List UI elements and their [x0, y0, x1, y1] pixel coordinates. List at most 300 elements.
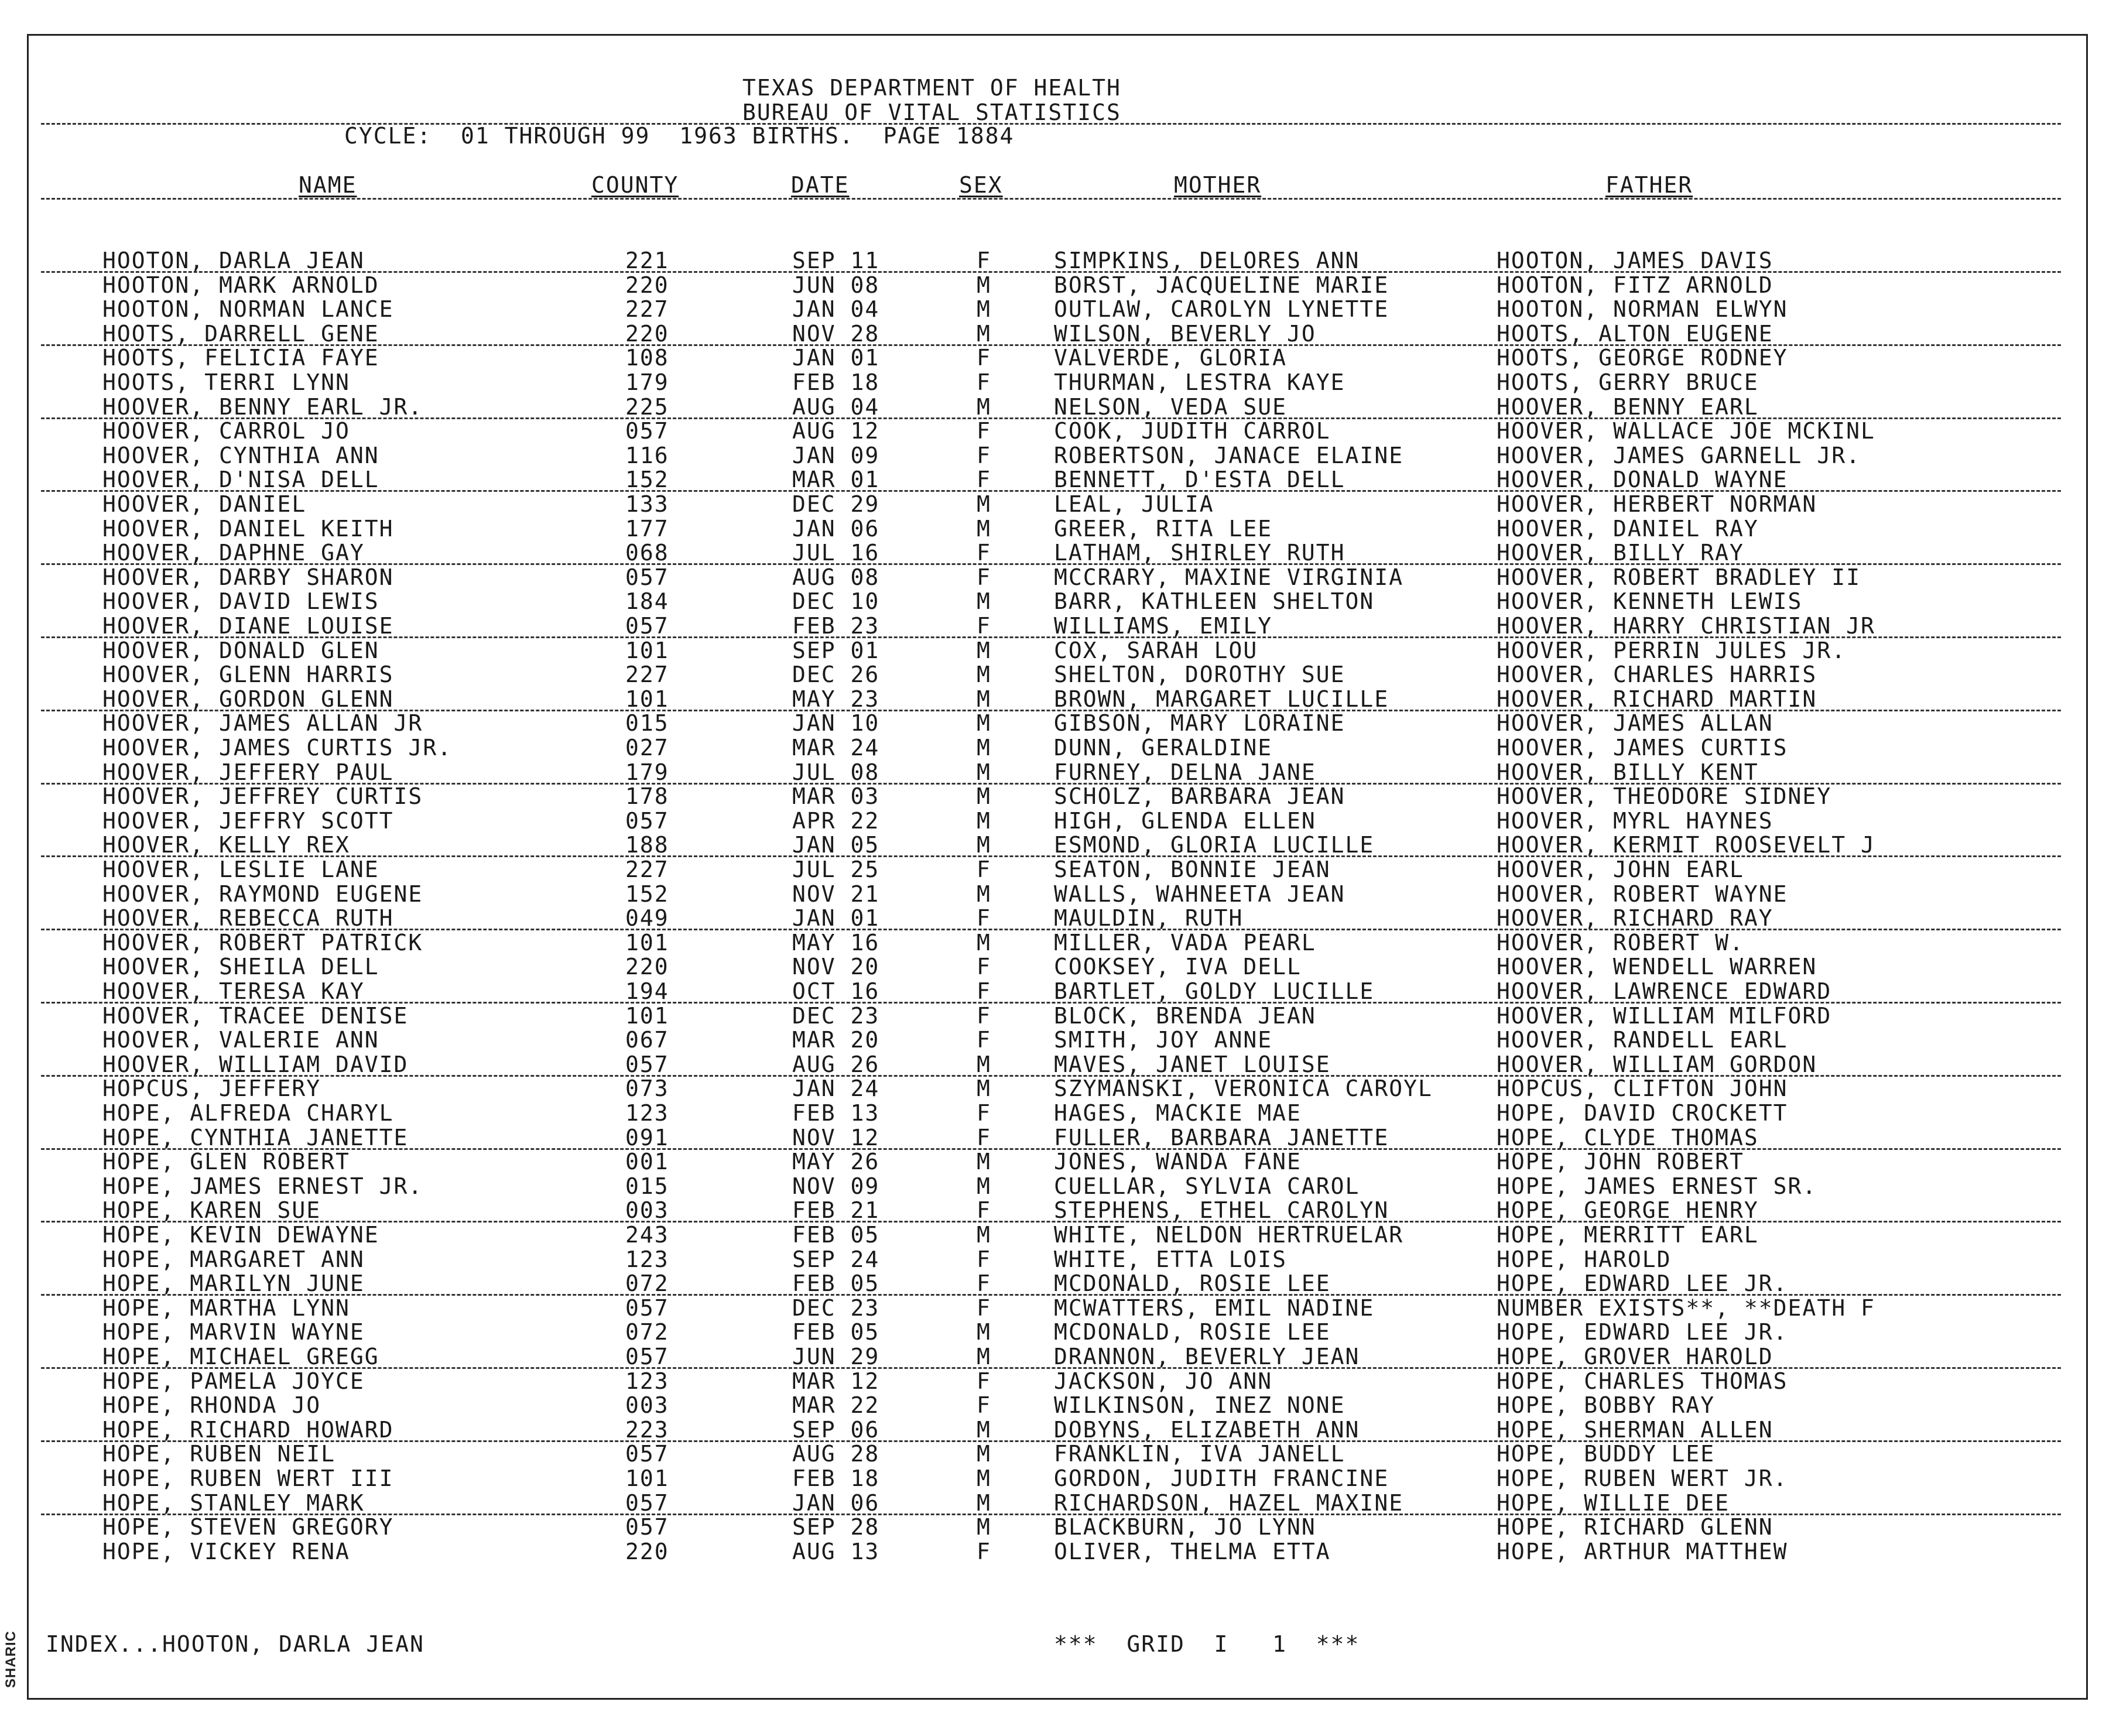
record-father: HOPE, CLYDE THOMAS — [1497, 1124, 1759, 1151]
record-name: HOOVER, GLENN HARRIS — [102, 662, 394, 688]
record-date: MAR 03 — [792, 783, 880, 810]
record-row — [0, 371, 2049, 394]
record-date: SEP 11 — [792, 248, 880, 273]
record-sex: F — [977, 1271, 991, 1297]
record-date: JAN 05 — [792, 832, 880, 858]
record-date: NOV 12 — [792, 1124, 880, 1151]
record-row — [0, 955, 2049, 978]
record-row — [0, 858, 2049, 881]
record-name: HOOVER, LESLIE LANE — [102, 857, 379, 882]
record-name: HOPE, STANLEY MARK — [102, 1490, 365, 1516]
record-county: 227 — [625, 662, 669, 688]
record-row — [0, 1223, 2049, 1247]
record-sex: F — [977, 467, 991, 493]
record-row — [0, 1393, 2049, 1417]
record-row — [0, 687, 2049, 711]
record-sex: F — [977, 1027, 991, 1053]
record-county: 108 — [625, 345, 669, 371]
record-county: 225 — [625, 393, 669, 420]
record-sex: M — [977, 637, 991, 663]
record-date: AUG 26 — [792, 1051, 880, 1077]
record-name: HOOVER, JEFFERY PAUL — [102, 759, 394, 785]
record-row — [0, 639, 2049, 662]
record-father: HOOVER, JOHN EARL — [1497, 857, 1744, 882]
record-name: HOOVER, JAMES CURTIS JR. — [102, 735, 453, 761]
record-mother: FULLER, BARBARA JANETTE — [1054, 1124, 1389, 1151]
record-sex: M — [977, 491, 991, 517]
record-date: AUG 13 — [792, 1538, 880, 1564]
record-father: HOOTS, GEORGE RODNEY — [1497, 345, 1788, 371]
record-father: HOPE, BUDDY LEE — [1497, 1441, 1716, 1467]
record-sex: M — [977, 296, 991, 323]
record-date: JUL 16 — [792, 540, 880, 566]
record-father: HOPE, EDWARD LEE JR. — [1497, 1319, 1788, 1345]
record-father: HOOVER, WILLIAM GORDON — [1497, 1051, 1817, 1077]
record-county: 049 — [625, 905, 669, 932]
record-sex: M — [977, 1319, 991, 1345]
row-separator — [41, 710, 2061, 711]
record-county: 072 — [625, 1271, 669, 1297]
record-mother: MCDONALD, ROSIE LEE — [1054, 1271, 1331, 1297]
header-rule-bottom — [41, 198, 2061, 200]
record-row — [0, 1101, 2049, 1125]
record-row — [0, 906, 2049, 930]
record-date: JUL 08 — [792, 759, 880, 785]
record-mother: DOBYNS, ELIZABETH ANN — [1054, 1416, 1360, 1443]
record-row — [0, 273, 2049, 297]
record-name: HOOVER, ROBERT PATRICK — [102, 929, 423, 956]
record-sex: M — [977, 832, 991, 858]
record-county: 101 — [625, 637, 669, 663]
record-mother: WHITE, NELDON HERTRUELAR — [1054, 1222, 1404, 1248]
record-row — [0, 517, 2049, 540]
record-row — [0, 541, 2049, 564]
record-sex: M — [977, 759, 991, 785]
record-county: 178 — [625, 783, 669, 810]
record-mother: GREER, RITA LEE — [1054, 515, 1273, 542]
record-name: HOOVER, JAMES ALLAN JR — [102, 710, 423, 737]
record-mother: COOKSEY, IVA DELL — [1054, 954, 1302, 980]
record-sex: M — [977, 1076, 991, 1102]
record-row — [0, 1345, 2049, 1368]
record-father: HOPE, RUBEN WERT JR. — [1497, 1466, 1788, 1491]
record-date: NOV 20 — [792, 954, 880, 980]
record-name: HOOVER, DAPHNE GAY — [102, 540, 365, 566]
record-sex: F — [977, 613, 991, 639]
record-date: MAR 01 — [792, 467, 880, 493]
record-mother: CUELLAR, SYLVIA CAROL — [1054, 1173, 1360, 1199]
record-mother: RICHARDSON, HAZEL MAXINE — [1054, 1490, 1404, 1516]
record-name: HOPE, MARILYN JUNE — [102, 1271, 365, 1297]
record-row — [0, 931, 2049, 954]
record-mother: SMITH, JOY ANNE — [1054, 1027, 1273, 1053]
record-sex: F — [977, 442, 991, 468]
record-name: HOOVER, WILLIAM DAVID — [102, 1051, 409, 1077]
record-row — [0, 1515, 2049, 1539]
record-county: 067 — [625, 1027, 669, 1053]
record-mother: GIBSON, MARY LORAINE — [1054, 710, 1345, 737]
record-name: HOPE, JAMES ERNEST JR. — [102, 1173, 423, 1199]
record-date: JAN 24 — [792, 1076, 880, 1102]
record-father: HOOTON, JAMES DAVIS — [1497, 248, 1773, 273]
record-date: AUG 08 — [792, 564, 880, 590]
record-mother: WILSON, BEVERLY JO — [1054, 320, 1316, 347]
record-father: HOPE, SHERMAN ALLEN — [1497, 1416, 1773, 1443]
record-father: HOOTS, ALTON EUGENE — [1497, 320, 1773, 347]
record-name: HOPCUS, JEFFERY — [102, 1076, 321, 1102]
record-father: HOPE, BOBBY RAY — [1497, 1392, 1716, 1419]
record-mother: MCWATTERS, EMIL NADINE — [1054, 1295, 1375, 1321]
record-row — [0, 1248, 2049, 1271]
record-mother: MCDONALD, ROSIE LEE — [1054, 1319, 1331, 1345]
record-county: 091 — [625, 1124, 669, 1151]
record-name: HOPE, RUBEN WERT III — [102, 1466, 394, 1491]
record-father: HOPE, HAROLD — [1497, 1246, 1672, 1272]
record-sex: F — [977, 418, 991, 444]
record-row — [0, 492, 2049, 516]
record-name: HOOVER, DAVID LEWIS — [102, 588, 379, 615]
record-sex: F — [977, 1368, 991, 1394]
record-sex: F — [977, 564, 991, 590]
record-row — [0, 1540, 2049, 1563]
record-date: DEC 23 — [792, 1295, 880, 1321]
record-row — [0, 833, 2049, 857]
record-county: 057 — [625, 1051, 669, 1077]
record-father: HOOVER, HARRY CHRISTIAN JR — [1497, 613, 1875, 639]
record-sex: M — [977, 588, 991, 615]
record-date: DEC 29 — [792, 491, 880, 517]
record-name: HOPE, MICHAEL GREGG — [102, 1344, 379, 1369]
record-row — [0, 1272, 2049, 1295]
record-row — [0, 1418, 2049, 1441]
record-mother: MILLER, VADA PEARL — [1054, 929, 1316, 956]
record-county: 057 — [625, 1344, 669, 1369]
record-mother: GORDON, JUDITH FRANCINE — [1054, 1466, 1389, 1491]
record-date: MAR 24 — [792, 735, 880, 761]
record-county: 227 — [625, 857, 669, 882]
record-father: HOOVER, PERRIN JULES JR. — [1497, 637, 1847, 663]
record-row — [0, 1053, 2049, 1076]
row-separator — [41, 783, 2061, 785]
record-row — [0, 1491, 2049, 1515]
record-sex: F — [977, 248, 991, 273]
record-county: 057 — [625, 613, 669, 639]
record-name: HOOTS, TERRI LYNN — [102, 369, 350, 395]
record-sex: M — [977, 783, 991, 810]
record-name: HOOVER, CARROL JO — [102, 418, 350, 444]
row-separator — [41, 1002, 2061, 1004]
record-date: DEC 10 — [792, 588, 880, 615]
record-name: HOOVER, JEFFRY SCOTT — [102, 807, 394, 834]
record-mother: LATHAM, SHIRLEY RUTH — [1054, 540, 1345, 566]
record-name: HOPE, KAREN SUE — [102, 1197, 321, 1224]
record-mother: SHELTON, DOROTHY SUE — [1054, 662, 1345, 688]
record-mother: STEPHENS, ETHEL CAROLYN — [1054, 1197, 1389, 1224]
record-mother: BROWN, MARGARET LUCILLE — [1054, 686, 1389, 712]
record-mother: VALVERDE, GLORIA — [1054, 345, 1288, 371]
record-date: MAY 16 — [792, 929, 880, 956]
record-mother: NELSON, VEDA SUE — [1054, 393, 1288, 420]
record-mother: BLACKBURN, JO LYNN — [1054, 1514, 1316, 1540]
record-name: HOOTON, DARLA JEAN — [102, 248, 365, 273]
record-name: HOOVER, REBECCA RUTH — [102, 905, 394, 932]
record-name: HOOVER, TERESA KAY — [102, 978, 365, 1004]
record-county: 003 — [625, 1392, 669, 1419]
record-row — [0, 614, 2049, 638]
record-county: 057 — [625, 1514, 669, 1540]
record-sex: M — [977, 1441, 991, 1467]
record-mother: ESMOND, GLORIA LUCILLE — [1054, 832, 1375, 858]
record-date: SEP 06 — [792, 1416, 880, 1443]
record-mother: MAULDIN, RUTH — [1054, 905, 1244, 932]
record-row — [0, 1004, 2049, 1028]
row-separator — [41, 929, 2061, 930]
record-father: HOPE, GROVER HAROLD — [1497, 1344, 1773, 1369]
record-sex: M — [977, 1514, 991, 1540]
record-row — [0, 566, 2049, 589]
record-name: HOOVER, RAYMOND EUGENE — [102, 881, 423, 907]
record-sex: M — [977, 1173, 991, 1199]
record-name: HOOTON, NORMAN LANCE — [102, 296, 394, 323]
record-sex: F — [977, 345, 991, 371]
record-row — [0, 809, 2049, 833]
record-date: JAN 01 — [792, 345, 880, 371]
record-county: 057 — [625, 1295, 669, 1321]
record-father: HOOVER, WILLIAM MILFORD — [1497, 1002, 1832, 1029]
record-father: HOPCUS, CLIFTON JOHN — [1497, 1076, 1788, 1102]
record-date: JUL 25 — [792, 857, 880, 882]
record-county: 220 — [625, 272, 669, 298]
record-date: JAN 04 — [792, 296, 880, 323]
record-father: HOOVER, CHARLES HARRIS — [1497, 662, 1817, 688]
record-date: FEB 13 — [792, 1100, 880, 1126]
record-county: 188 — [625, 832, 669, 858]
record-sex: F — [977, 1124, 991, 1151]
record-county: 177 — [625, 515, 669, 542]
record-mother: THURMAN, LESTRA KAYE — [1054, 369, 1345, 395]
record-sex: M — [977, 881, 991, 907]
record-sex: M — [977, 1222, 991, 1248]
record-mother: MAVES, JANET LOUISE — [1054, 1051, 1331, 1077]
record-county: 072 — [625, 1319, 669, 1345]
record-sex: M — [977, 1051, 991, 1077]
record-date: FEB 18 — [792, 369, 880, 395]
record-father: HOPE, ARTHUR MATTHEW — [1497, 1538, 1788, 1564]
column-header-date: DATE — [791, 172, 850, 198]
record-father: HOOVER, ROBERT W. — [1497, 929, 1744, 956]
record-name: HOPE, ALFREDA CHARYL — [102, 1100, 394, 1126]
record-county: 152 — [625, 467, 669, 493]
record-mother: FRANKLIN, IVA JANELL — [1054, 1441, 1345, 1467]
record-county: 133 — [625, 491, 669, 517]
record-county: 123 — [625, 1368, 669, 1394]
row-separator — [41, 417, 2061, 419]
record-father: HOOVER, RICHARD RAY — [1497, 905, 1773, 932]
record-father: HOOVER, WENDELL WARREN — [1497, 954, 1817, 980]
record-date: APR 22 — [792, 807, 880, 834]
record-mother: WILKINSON, INEZ NONE — [1054, 1392, 1345, 1419]
record-name: HOPE, MARTHA LYNN — [102, 1295, 350, 1321]
record-date: JAN 06 — [792, 515, 880, 542]
record-date: AUG 04 — [792, 393, 880, 420]
record-date: FEB 21 — [792, 1197, 880, 1224]
record-date: JAN 06 — [792, 1490, 880, 1516]
column-header-sex: SEX — [959, 172, 1003, 198]
record-mother: BLOCK, BRENDA JEAN — [1054, 1002, 1316, 1029]
column-header-mother: MOTHER — [1174, 172, 1262, 198]
record-name: HOPE, PAMELA JOYCE — [102, 1368, 365, 1394]
record-date: JUN 08 — [792, 272, 880, 298]
record-county: 073 — [625, 1076, 669, 1102]
record-date: SEP 24 — [792, 1246, 880, 1272]
record-father: HOOVER, WALLACE JOE MCKINL — [1497, 418, 1875, 444]
record-row — [0, 444, 2049, 467]
column-header-father: FATHER — [1605, 172, 1693, 198]
record-name: HOOVER, D'NISA DELL — [102, 467, 379, 493]
record-row — [0, 785, 2049, 808]
record-county: 220 — [625, 954, 669, 980]
record-row — [0, 663, 2049, 686]
record-date: JAN 09 — [792, 442, 880, 468]
record-county: 123 — [625, 1100, 669, 1126]
record-row — [0, 297, 2049, 321]
record-row — [0, 761, 2049, 784]
record-county: 194 — [625, 978, 669, 1004]
record-county: 101 — [625, 1466, 669, 1491]
record-name: HOPE, RHONDA JO — [102, 1392, 321, 1419]
record-date: DEC 23 — [792, 1002, 880, 1029]
record-name: HOOVER, SHEILA DELL — [102, 954, 379, 980]
report-title-bureau: BUREAU OF VITAL STATISTICS — [742, 100, 1121, 125]
record-mother: DUNN, GERALDINE — [1054, 735, 1273, 761]
row-separator — [41, 1148, 2061, 1150]
record-county: 057 — [625, 418, 669, 444]
column-header-county: COUNTY — [591, 172, 679, 198]
record-row — [0, 711, 2049, 735]
record-date: JAN 01 — [792, 905, 880, 932]
row-separator — [41, 490, 2061, 492]
record-father: HOOVER, ROBERT BRADLEY II — [1497, 564, 1861, 590]
record-county: 057 — [625, 564, 669, 590]
record-father: HOOVER, LAWRENCE EDWARD — [1497, 978, 1832, 1004]
record-sex: F — [977, 1538, 991, 1564]
record-date: FEB 05 — [792, 1222, 880, 1248]
record-county: 027 — [625, 735, 669, 761]
record-row — [0, 1126, 2049, 1149]
record-county: 152 — [625, 881, 669, 907]
record-county: 057 — [625, 1490, 669, 1516]
record-county: 015 — [625, 710, 669, 737]
record-name: HOPE, RICHARD HOWARD — [102, 1416, 394, 1443]
record-date: DEC 26 — [792, 662, 880, 688]
record-name: HOOTS, DARRELL GENE — [102, 320, 379, 347]
side-stamp-text: SHARIC — [3, 1631, 19, 1689]
record-name: HOPE, KEVIN DEWAYNE — [102, 1222, 379, 1248]
record-date: NOV 28 — [792, 320, 880, 347]
record-name: HOOVER, DANIEL KEITH — [102, 515, 394, 542]
report-title-department: TEXAS DEPARTMENT OF HEALTH — [742, 75, 1121, 101]
record-mother: JACKSON, JO ANN — [1054, 1368, 1273, 1394]
record-row — [0, 1028, 2049, 1052]
record-date: NOV 21 — [792, 881, 880, 907]
record-father: HOPE, JAMES ERNEST SR. — [1497, 1173, 1817, 1199]
record-date: FEB 18 — [792, 1466, 880, 1491]
record-father: HOOVER, ROBERT WAYNE — [1497, 881, 1788, 907]
record-father: HOOTON, FITZ ARNOLD — [1497, 272, 1773, 298]
record-row — [0, 468, 2049, 491]
record-row — [0, 1369, 2049, 1393]
record-name: HOOVER, JEFFREY CURTIS — [102, 783, 423, 810]
record-mother: JONES, WANDA FANE — [1054, 1149, 1302, 1175]
record-father: HOOVER, HERBERT NORMAN — [1497, 491, 1817, 517]
record-father: HOOVER, RICHARD MARTIN — [1497, 686, 1817, 712]
record-date: SEP 28 — [792, 1514, 880, 1540]
record-date: MAR 12 — [792, 1368, 880, 1394]
record-name: HOOVER, DANIEL — [102, 491, 307, 517]
column-header-name: NAME — [299, 172, 357, 198]
record-county: 101 — [625, 1002, 669, 1029]
record-sex: F — [977, 369, 991, 395]
record-mother: COX, SARAH LOU — [1054, 637, 1258, 663]
record-father: NUMBER EXISTS**, **DEATH F — [1497, 1295, 1875, 1321]
record-row — [0, 980, 2049, 1003]
record-sex: F — [977, 540, 991, 566]
record-name: HOPE, MARGARET ANN — [102, 1246, 365, 1272]
record-row — [0, 1175, 2049, 1198]
record-mother: COOK, JUDITH CARROL — [1054, 418, 1331, 444]
record-date: AUG 28 — [792, 1441, 880, 1467]
record-county: 223 — [625, 1416, 669, 1443]
record-county: 179 — [625, 759, 669, 785]
record-name: HOPE, GLEN ROBERT — [102, 1149, 350, 1175]
record-name: HOOVER, CYNTHIA ANN — [102, 442, 379, 468]
record-sex: F — [977, 905, 991, 932]
record-row — [0, 1467, 2049, 1490]
record-row — [0, 1077, 2049, 1100]
record-father: HOPE, JOHN ROBERT — [1497, 1149, 1744, 1175]
record-mother: LEAL, JULIA — [1054, 491, 1214, 517]
side-stamp — [2, 1622, 20, 1698]
record-county: 220 — [625, 1538, 669, 1564]
record-sex: M — [977, 1466, 991, 1491]
record-mother: HIGH, GLENDA ELLEN — [1054, 807, 1316, 834]
record-father: HOPE, EDWARD LEE JR. — [1497, 1271, 1788, 1297]
record-name: HOOVER, VALERIE ANN — [102, 1027, 379, 1053]
record-row — [0, 1150, 2049, 1173]
record-county: 179 — [625, 369, 669, 395]
footer-grid: *** GRID I 1 *** — [1054, 1631, 1360, 1657]
record-father: HOPE, DAVID CROCKETT — [1497, 1100, 1788, 1126]
record-father: HOOVER, JAMES GARNELL JR. — [1497, 442, 1861, 468]
record-row — [0, 1442, 2049, 1466]
record-row — [0, 346, 2049, 369]
record-date: SEP 01 — [792, 637, 880, 663]
record-sex: M — [977, 393, 991, 420]
record-row — [0, 590, 2049, 613]
record-father: HOPE, MERRITT EARL — [1497, 1222, 1759, 1248]
record-father: HOPE, WILLIE DEE — [1497, 1490, 1730, 1516]
record-mother: WALLS, WAHNEETA JEAN — [1054, 881, 1345, 907]
record-row — [0, 1320, 2049, 1344]
record-name: HOPE, VICKEY RENA — [102, 1538, 350, 1564]
record-row — [0, 1199, 2049, 1222]
record-county: 220 — [625, 320, 669, 347]
row-separator — [41, 1075, 2061, 1077]
record-name: HOOVER, KELLY REX — [102, 832, 350, 858]
record-father: HOPE, CHARLES THOMAS — [1497, 1368, 1788, 1394]
row-separator — [41, 855, 2061, 857]
record-sex: M — [977, 662, 991, 688]
